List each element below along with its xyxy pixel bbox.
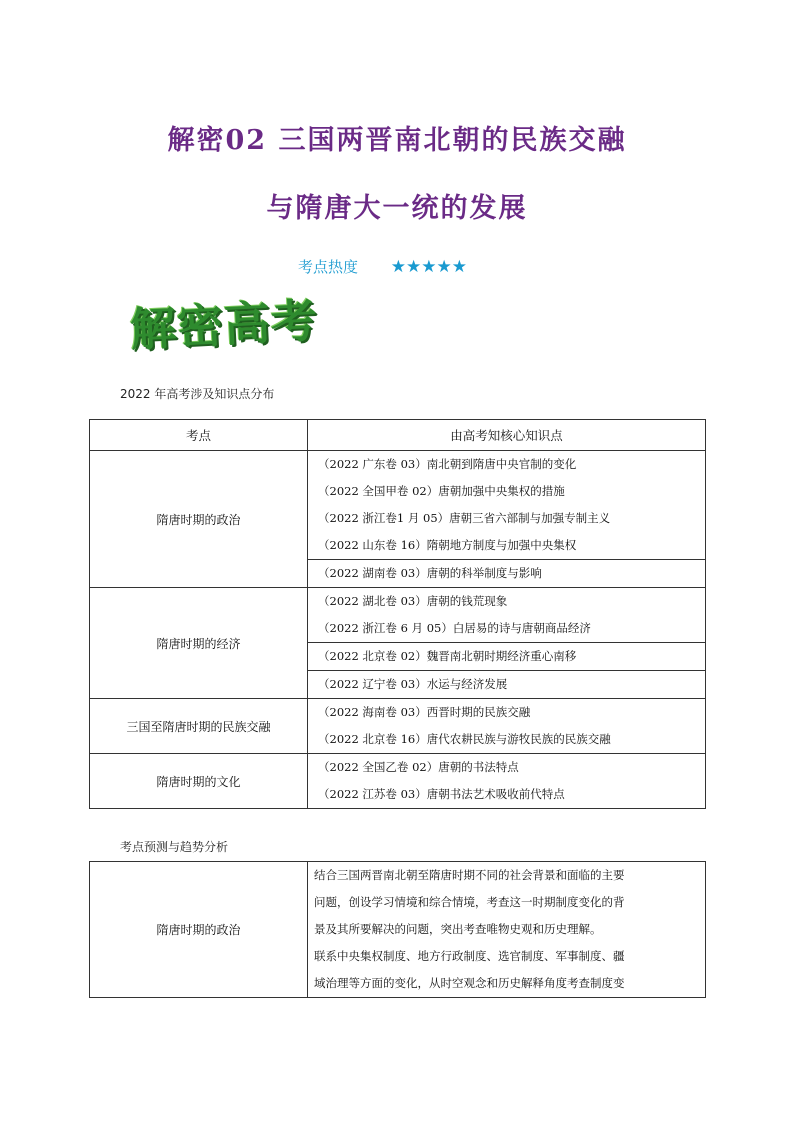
table-row (90, 451, 706, 560)
analysis-cell (308, 862, 706, 998)
topic-cell: 隋唐时期的政治 (90, 451, 308, 588)
heat-stars: ★★★★★ (390, 257, 467, 277)
analysis-line: 结合三国两晋南北朝至隋唐时期不同的社会背景和面临的主要 (314, 868, 625, 882)
knowledge-cell (308, 451, 706, 560)
logo-decode-gaokao: 解密高考 (128, 293, 320, 357)
knowledge-cell (308, 754, 706, 809)
knowledge-point: （2022 浙江卷 6 月 05）白居易的诗与唐朝商品经济 (318, 621, 591, 635)
table-row (90, 588, 706, 643)
knowledge-cell (308, 588, 706, 643)
topic-cell: 三国至隋唐时期的民族交融 (90, 699, 308, 754)
analysis-line: 景及其所要解决的问题，突出考查唯物史观和历史理解。 (314, 922, 602, 936)
knowledge-point: （2022 广东卷 03）南北朝到隋唐中央官制的变化 (318, 457, 577, 471)
knowledge-point: （2022 全国甲卷 02）唐朝加强中央集权的措施 (318, 484, 565, 498)
knowledge-cell (308, 643, 706, 671)
page-title-line1: 解密02 三国两晋南北朝的民族交融 (167, 125, 627, 156)
exam-heat (298, 256, 467, 277)
knowledge-point: （2022 湖北卷 03）唐朝的钱荒现象 (318, 594, 508, 608)
knowledge-point: （2022 湖南卷 03）唐朝的科举制度与影响 (318, 566, 542, 580)
column-header-points: 由高考知核心知识点 (308, 420, 706, 451)
knowledge-point: （2022 北京卷 02）魏晋南北朝时期经济重心南移 (318, 649, 577, 663)
knowledge-point: （2022 辽宁卷 03）水运与经济发展 (318, 677, 508, 691)
heat-label: 考点热度 (298, 258, 359, 276)
knowledge-point: （2022 海南卷 03）西晋时期的民族交融 (318, 705, 531, 719)
table-row (90, 754, 706, 809)
knowledge-cell (308, 560, 706, 588)
column-header-topic: 考点 (90, 420, 308, 451)
page-title-line2: 与隋唐大一统的发展 (266, 193, 528, 224)
knowledge-point: （2022 山东卷 16）隋朝地方制度与加强中央集权 (318, 538, 577, 552)
topic-cell: 隋唐时期的经济 (90, 588, 308, 699)
topic-cell: 隋唐时期的文化 (90, 754, 308, 809)
knowledge-point: （2022 全国乙卷 02）唐朝的书法特点 (318, 760, 519, 774)
trend-table (89, 861, 706, 998)
analysis-line: 域治理等方面的变化，从时空观念和历史解释角度考查制度变 (314, 976, 625, 990)
knowledge-point: （2022 北京卷 16）唐代农耕民族与游牧民族的民族交融 (318, 732, 611, 746)
table-header-row (90, 420, 706, 451)
table-row (90, 699, 706, 754)
knowledge-point: （2022 江苏卷 03）唐朝书法艺术吸收前代特点 (318, 787, 565, 801)
knowledge-point: （2022 浙江卷1 月 05）唐朝三省六部制与加强专制主义 (318, 511, 611, 525)
knowledge-cell (308, 699, 706, 754)
distribution-table (89, 419, 706, 809)
knowledge-cell (308, 671, 706, 699)
trend-heading: 考点预测与趋势分析 (120, 840, 229, 854)
topic-cell: 隋唐时期的政治 (90, 862, 308, 998)
analysis-line: 联系中央集权制度、地方行政制度、选官制度、军事制度、疆 (314, 949, 625, 963)
analysis-line: 问题，创设学习情境和综合情境，考查这一时期制度变化的背 (314, 895, 625, 909)
table-row (90, 862, 706, 998)
distribution-heading: 2022 年高考涉及知识点分布 (120, 387, 275, 401)
